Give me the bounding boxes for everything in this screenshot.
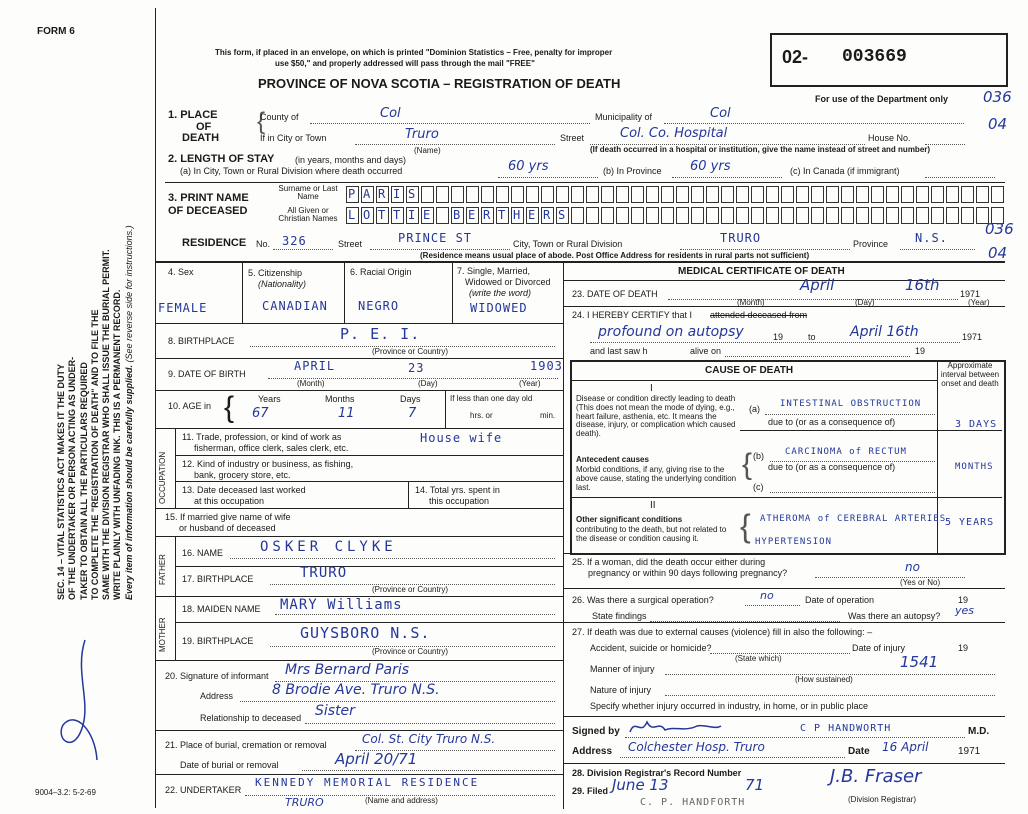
surgery-answer: no	[760, 589, 774, 602]
sex-value: FEMALE	[158, 301, 208, 315]
residence-street: PRINCE ST	[398, 231, 473, 245]
physician-name: C P HANDWORTH	[800, 723, 892, 734]
manner-code: 1541	[900, 653, 939, 671]
racial-origin-value: NEGRO	[358, 299, 400, 313]
name-letter-box	[541, 186, 554, 203]
sign-date: 16 April	[882, 740, 929, 754]
name-letter-box	[436, 207, 449, 224]
other-condition-2: HYPERTENSION	[755, 537, 833, 547]
name-letter-box	[961, 207, 974, 224]
name-letter-box	[571, 207, 584, 224]
stay-a-label: (a) In City, Town or Rural Division where death occurred	[180, 166, 403, 176]
residence-province: N.S.	[915, 231, 948, 245]
name-letter: E	[528, 208, 537, 222]
county-label: County of	[260, 112, 299, 122]
medical-title: MEDICAL CERTIFICATE OF DEATH	[678, 266, 845, 277]
name-letter-box	[691, 186, 704, 203]
name-letter-box	[481, 186, 494, 203]
name-letter: E	[423, 208, 432, 222]
registrar-signature: J.B. Fraser	[830, 766, 922, 787]
cause-a: INTESTINAL OBSTRUCTION	[780, 399, 922, 409]
stay-b-value: 60 yrs	[690, 159, 731, 174]
name-letter-box	[871, 186, 884, 203]
interval-b: MONTHS	[955, 462, 994, 472]
informant-signature: Mrs Bernard Paris	[285, 662, 410, 678]
name-letter-box	[961, 186, 974, 203]
house-no-label: House No.	[868, 133, 911, 143]
name-letter-box	[766, 186, 779, 203]
place-note: (If death occurred in a hospital or institution, give the name instead of street and number)	[590, 145, 931, 154]
name-letter-box	[646, 207, 659, 224]
name-letter-box	[796, 186, 809, 203]
pregnancy-answer: no	[905, 560, 920, 574]
name-letter-box	[631, 186, 644, 203]
name-letter-box	[916, 207, 929, 224]
name-letter-box	[931, 186, 944, 203]
mother-maiden-name: MARY Williams	[280, 597, 403, 613]
physician-address: Colchester Hosp. Truro	[628, 740, 765, 754]
physician-signature	[625, 714, 725, 740]
name-letter: E	[468, 208, 477, 222]
dob-month: APRIL	[294, 359, 336, 373]
dob-day: 23	[408, 361, 425, 375]
name-letter-box	[676, 186, 689, 203]
street-value: Col. Co. Hospital	[620, 126, 728, 141]
name-letter-box	[706, 207, 719, 224]
municipality-value: Col	[710, 106, 731, 121]
certify-basis: profound on autopsy	[598, 324, 744, 340]
trade-value: House wife	[420, 431, 503, 445]
marital-status-value: WIDOWED	[470, 301, 528, 315]
name-letter-box	[811, 186, 824, 203]
notice-line-1: This form, if placed in an envelope, on which is printed "Dominion Statistics – Free, penalty for improper	[215, 48, 613, 57]
name-letter-box	[916, 186, 929, 203]
name-letter-box	[436, 186, 449, 203]
city-label: If in City or Town	[260, 133, 327, 143]
statute-notice: SEC. 14 – VITAL STATISTICS ACT MAKES IT THE DUTY OF THE UNDERTAKER OR PERSON ACTING AS UNDER- TAKER TO OBTAIN ALL THE PARTICULARS REQUIRED TO COMPLETE THE "REGISTRATION OF DEATH" AND TO FILE THE SAME WITH THE DIVISION REGISTRAR WHO SHALL ISSUE THE BURIAL PERMIT. WRITE PLAINLY WITH UNFADING INK. THIS IS A PERMANENT RECORD. Every item of information should be carefully supplied. (See reverse side for instructions.)	[56, 225, 134, 600]
name-letter-box	[886, 207, 899, 224]
burial-place: Col. St. City Truro N.S.	[362, 732, 496, 746]
filed-date: June 13	[612, 776, 669, 794]
name-letter: S	[408, 187, 417, 201]
name-letter-box	[661, 207, 674, 224]
name-letter-box	[661, 186, 674, 203]
name-letter: L	[348, 208, 357, 222]
autopsy-answer: yes	[955, 604, 975, 617]
name-letter-box	[511, 186, 524, 203]
mother-birthplace: GUYSBORO N.S.	[300, 624, 431, 642]
certify-date: April 16th	[850, 324, 919, 340]
name-letter-box	[556, 186, 569, 203]
name-letter-box	[841, 207, 854, 224]
name-letter-box	[586, 186, 599, 203]
name-letter-box	[841, 186, 854, 203]
name-letter-box	[451, 186, 464, 203]
name-letter: T	[498, 208, 507, 222]
name-letter: S	[558, 208, 567, 222]
city-value: Truro	[405, 127, 439, 142]
name-letter-box	[616, 186, 629, 203]
deceased-label: 3. PRINT NAME OF DECEASED	[168, 192, 249, 217]
name-letter: I	[408, 208, 417, 222]
birthplace-value: P. E. I.	[340, 325, 421, 343]
age-years: 67	[252, 406, 269, 421]
name-letter-box	[946, 207, 959, 224]
undertaker-city: TRURO	[285, 796, 324, 809]
name-letter: R	[543, 208, 552, 222]
name-letter-box	[691, 207, 704, 224]
notice-line-2: use $50," and properly addressed will pass through the mail "FREE"	[275, 59, 535, 68]
residence-city: TRURO	[720, 231, 762, 245]
street-label: Street	[560, 133, 585, 143]
name-letter-box	[571, 186, 584, 203]
municipality-label: Municipality of	[595, 112, 653, 122]
residence-note: (Residence means usual place of abode. Post Office Address for residents in rural parts not sufficient)	[420, 251, 810, 260]
name-letter: I	[393, 187, 402, 201]
name-letter-box	[901, 186, 914, 203]
name-letter-box	[721, 186, 734, 203]
reg-number: 003669	[842, 47, 907, 67]
name-letter: R	[483, 208, 492, 222]
name-letter-box	[736, 186, 749, 203]
stamp-text: C. P. HANDFORTH	[640, 797, 746, 808]
name-letter-box	[796, 207, 809, 224]
name-letter-box	[901, 207, 914, 224]
informant-address: 8 Brodie Ave. Truro N.S.	[272, 682, 440, 698]
dept-code-2: 04	[988, 115, 1008, 133]
stay-label: 2. LENGTH OF STAY	[168, 153, 275, 165]
stay-a-value: 60 yrs	[508, 159, 549, 174]
name-letter-box	[751, 207, 764, 224]
filed-year: 71	[745, 776, 765, 794]
dept-code-1: 036	[983, 88, 1012, 106]
name-letter-box	[976, 186, 989, 203]
name-letter-box	[781, 186, 794, 203]
burial-date: April 20/71	[335, 750, 418, 768]
residence-label: RESIDENCE	[182, 237, 247, 249]
father-name: OSKER CLYKE	[260, 539, 397, 555]
age-days: 7	[408, 406, 417, 421]
interval-a: 3 DAYS	[955, 419, 998, 430]
name-letter-box	[826, 207, 839, 224]
form-title: PROVINCE OF NOVA SCOTIA – REGISTRATION OF DEATH	[258, 76, 621, 91]
name-letter-box	[586, 207, 599, 224]
dept-code-4: 04	[988, 244, 1008, 262]
name-letter-box	[931, 207, 944, 224]
name-letter: B	[453, 208, 462, 222]
initial-signature-mark	[45, 630, 105, 770]
name-letter-box	[631, 207, 644, 224]
name-letter-box	[601, 186, 614, 203]
interval-other: 5 YEARS	[945, 517, 995, 528]
dept-use-label: For use of the Department only	[815, 94, 949, 104]
other-condition-1: ATHEROMA of CEREBRAL ARTERIES	[760, 514, 947, 524]
name-letter-box	[886, 186, 899, 203]
name-letter-box	[856, 186, 869, 203]
name-letter-box	[751, 186, 764, 203]
name-letter: T	[378, 208, 387, 222]
residence-number: 326	[282, 234, 307, 248]
death-month: April	[800, 276, 835, 294]
name-letter: A	[363, 187, 372, 201]
occupation-side-label: OCCUPATION	[158, 451, 167, 504]
age-months: 11	[338, 406, 355, 421]
informant-relationship: Sister	[315, 703, 355, 719]
dob-year: 1903	[530, 359, 563, 373]
name-letter-box	[826, 186, 839, 203]
name-letter-box	[601, 207, 614, 224]
form-label: FORM 6	[37, 26, 75, 37]
name-letter-box	[736, 207, 749, 224]
name-letter: O	[363, 208, 372, 222]
name-letter-box	[706, 186, 719, 203]
name-letter-box	[466, 186, 479, 203]
name-letter: P	[348, 187, 357, 201]
name-letter-box	[721, 207, 734, 224]
cause-b: CARCINOMA of RECTUM	[785, 447, 907, 457]
name-letter-box	[646, 186, 659, 203]
name-letter-box	[526, 186, 539, 203]
reg-prefix: 02-	[782, 47, 809, 67]
footer-code: 9004–3.2: 5-2-69	[35, 788, 96, 797]
name-letter: H	[513, 208, 522, 222]
name-letter-box	[766, 207, 779, 224]
name-letter-box	[496, 186, 509, 203]
name-letter-box	[856, 207, 869, 224]
name-letter-box	[811, 207, 824, 224]
father-birthplace: TRURO	[300, 565, 348, 581]
name-letter-box	[991, 186, 1004, 203]
name-letter-box	[871, 207, 884, 224]
name-letter-box	[781, 207, 794, 224]
undertaker-name: KENNEDY MEMORIAL RESIDENCE	[255, 776, 480, 789]
citizenship-value: CANADIAN	[262, 299, 328, 313]
name-letter-box	[616, 207, 629, 224]
dept-code-3: 036	[985, 220, 1014, 238]
county-value: Col	[380, 106, 401, 121]
name-letter-box	[946, 186, 959, 203]
place-label: 1. PLACE OF DEATH	[168, 109, 220, 145]
name-letter: T	[393, 208, 402, 222]
name-letter-box	[421, 186, 434, 203]
name-letter: R	[378, 187, 387, 201]
death-day: 16th	[905, 276, 940, 294]
name-letter-box	[676, 207, 689, 224]
